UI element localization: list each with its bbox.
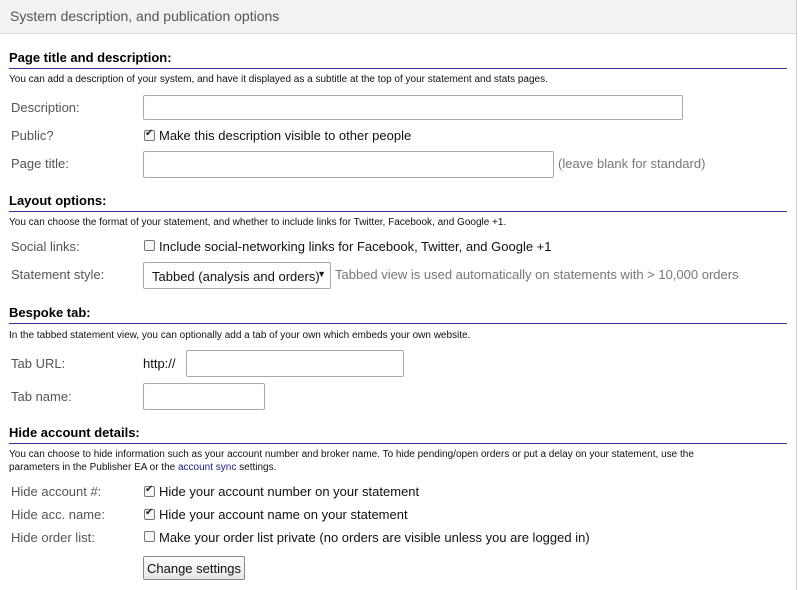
description-label: Description: bbox=[11, 100, 80, 115]
page-title-input[interactable] bbox=[143, 151, 554, 178]
bespoke-section-heading: Bespoke tab: bbox=[9, 305, 91, 320]
hide-section-description-line2 bbox=[9, 461, 276, 474]
tab-name-input[interactable] bbox=[143, 383, 265, 410]
tab-url-prefix: http:// bbox=[143, 356, 176, 371]
section-divider bbox=[9, 211, 787, 212]
hide-section-heading: Hide account details: bbox=[9, 425, 140, 440]
section-divider bbox=[9, 443, 787, 444]
statement-style-hint: Tabbed view is used automatically on statements with > 10,000 orders bbox=[335, 267, 739, 282]
public-checkbox-text: Make this description visible to other people bbox=[159, 128, 412, 143]
layout-section-description: You can choose the format of your statement, and whether to include links for Twitter, Facebook, and Google +1. bbox=[9, 217, 507, 228]
hide-account-name-label: Hide acc. name: bbox=[11, 507, 105, 522]
statement-style-label: Statement style: bbox=[11, 267, 105, 282]
bespoke-section-description: In the tabbed statement view, you can optionally add a tab of your own which embeds your own website. bbox=[9, 330, 471, 341]
social-links-checkbox[interactable] bbox=[144, 240, 155, 251]
layout-section-heading: Layout options: bbox=[9, 193, 107, 208]
hide-account-name-text: Hide your account name on your statement bbox=[159, 507, 408, 522]
hide-description-tail: settings. bbox=[236, 462, 277, 473]
hide-account-number-label: Hide account #: bbox=[11, 484, 102, 499]
tab-url-label: Tab URL: bbox=[11, 356, 66, 371]
statement-style-value: Tabbed (analysis and orders) bbox=[152, 269, 320, 284]
social-links-label: Social links: bbox=[11, 239, 80, 254]
hide-account-name-checkbox[interactable] bbox=[144, 509, 155, 520]
hide-order-list-label: Hide order list: bbox=[11, 530, 95, 545]
hide-account-number-text: Hide your account number on your statement bbox=[159, 484, 420, 499]
section-divider bbox=[9, 323, 787, 324]
change-settings-button[interactable]: Change settings bbox=[143, 556, 245, 580]
account-sync-link[interactable]: account sync bbox=[177, 462, 237, 473]
description-input[interactable] bbox=[143, 95, 683, 120]
hide-order-list-checkbox[interactable] bbox=[144, 531, 155, 542]
social-links-checkbox-text: Include social-networking links for Facebook, Twitter, and Google +1 bbox=[159, 239, 552, 254]
tab-url-input[interactable] bbox=[186, 350, 404, 377]
hide-description-text: parameters in the Publisher EA or the bbox=[9, 462, 178, 473]
page-title-section-description: You can add a description of your system, and have it displayed as a subtitle at the top of your statement and stats pages. bbox=[9, 74, 548, 85]
section-header-title: System description, and publication options bbox=[10, 8, 280, 24]
page-title-label: Page title: bbox=[11, 156, 69, 171]
public-checkbox[interactable] bbox=[144, 130, 155, 141]
tab-name-label: Tab name: bbox=[11, 389, 72, 404]
chevron-down-icon: ▼ bbox=[317, 269, 326, 279]
statement-style-select[interactable] bbox=[143, 262, 331, 289]
section-divider bbox=[9, 68, 787, 69]
hide-order-list-text: Make your order list private (no orders are visible unless you are logged in) bbox=[159, 530, 590, 545]
hide-account-number-checkbox[interactable] bbox=[144, 486, 155, 497]
section-header-bar bbox=[0, 0, 796, 34]
hide-section-description-line1: You can choose to hide information such as your account number and broker name. To hide pending/open orders or put a delay on your statement, use the bbox=[9, 449, 694, 460]
page-title-section-heading: Page title and description: bbox=[9, 50, 172, 65]
right-scroll-divider bbox=[796, 0, 797, 590]
public-label: Public? bbox=[11, 128, 54, 143]
page-title-hint: (leave blank for standard) bbox=[558, 156, 706, 171]
